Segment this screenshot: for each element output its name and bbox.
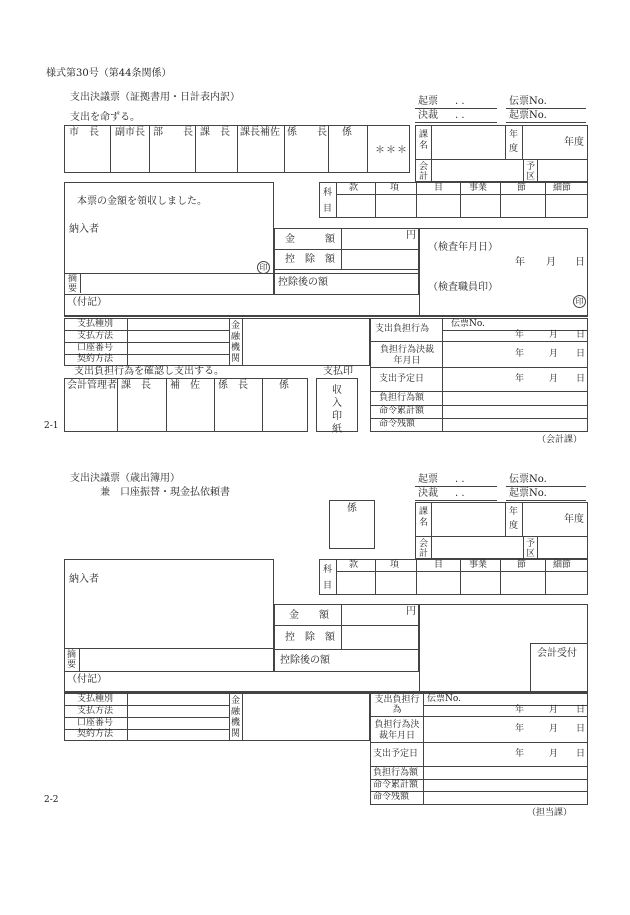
seal-mark: 印 [257, 261, 270, 274]
nendo-value: 年度 [564, 514, 584, 525]
accountant-label: 会計管理者 [67, 380, 117, 391]
kaikei-uketsuke-label: 会計受付 [537, 648, 577, 659]
year-label: 年 [515, 724, 525, 734]
day-label: 日 [576, 330, 586, 340]
approver-label: 部 長 [153, 127, 193, 138]
amount-box [274, 604, 419, 672]
payee-label: 納入者 [69, 574, 99, 585]
fuki-row [64, 295, 419, 316]
budget-col: 項 [390, 183, 400, 193]
year-label: 年 [515, 749, 525, 759]
payee-box [64, 559, 274, 672]
accountant-label: 係 長 [218, 380, 248, 391]
year-label: 年 [515, 257, 525, 268]
payment-method-table [64, 318, 230, 366]
form1-title: 支出決議票（証拠書用・日計表内訳） [70, 92, 240, 103]
fuki-label: （付記） [67, 297, 107, 308]
kinyu-kikan-label: 金融機関 [231, 696, 241, 739]
budget-col: 目 [434, 560, 444, 570]
yen-label: 円 [406, 606, 416, 617]
day-label: 日 [575, 257, 585, 268]
year-label: 年 [515, 705, 525, 715]
kinyu-kikan-label: 金融機関 [231, 321, 241, 364]
form-number: 様式第30号（第44条関係） [46, 68, 172, 79]
denpyo-no-label: 伝票No. [509, 474, 547, 485]
budget-col: 款 [349, 560, 359, 570]
yen-label: 円 [406, 230, 416, 241]
obligation-decision-date-label: 負担行為決裁年月日 [379, 345, 434, 366]
budget-col: 節 [517, 183, 527, 193]
approver-label: 係 [342, 127, 352, 138]
obligation-decision-date-label: 負担行為決裁年月日 [374, 720, 420, 741]
kakari-label: 係 [347, 503, 357, 514]
side-code: 2-1 [44, 421, 59, 431]
budget-code-table [319, 182, 588, 218]
budget-col: 事業 [469, 560, 488, 570]
payment-due-date-label: 支出予定日 [379, 374, 425, 384]
kamoku-label: 科目 [323, 565, 333, 591]
shunyu-inshi-label: 収入印紙 [332, 385, 342, 435]
kakari-stamp-box [329, 500, 375, 549]
approver-label: 副市長 [115, 127, 145, 138]
payment-row-label: 支払種別 [77, 694, 114, 704]
receipt-text: 本票の金額を領収しました。 [77, 196, 207, 207]
order-text: 支出を命ずる。 [70, 112, 140, 123]
obligation-label: 支出負担行為 [374, 695, 420, 715]
tekiyo-row [64, 273, 274, 295]
kamei-label: 課名 [419, 507, 429, 528]
denpyo-no2-label: 伝票No. [451, 319, 485, 329]
kessai-date: . . [455, 488, 465, 499]
payment-row-label: 口座番号 [77, 343, 114, 353]
inspector-seal-mark: 印 [573, 295, 586, 308]
payment-row-label: 契約方法 [77, 354, 114, 364]
budget-col: 項 [390, 560, 400, 570]
obligation-table [370, 318, 588, 432]
deduction-label: 控 除 額 [285, 254, 335, 265]
kamei-label: 課名 [419, 130, 429, 151]
form2-subtitle: 兼 口座振替・現金払依頼書 [100, 487, 230, 498]
payee-label: 納入者 [69, 224, 99, 235]
denpyo-no2-label: 伝票No. [427, 694, 461, 704]
kihyo-date: . . [455, 96, 465, 107]
side-code: 2-2 [44, 795, 59, 805]
accountant-label: 補 佐 [170, 380, 200, 391]
kamoku-label: 科目 [323, 188, 333, 214]
payment-row-label: 口座番号 [77, 718, 114, 728]
payment-due-date-label: 支出予定日 [373, 749, 419, 759]
yoku-label: 予区 [526, 162, 536, 182]
year-label: 年 [515, 374, 525, 384]
year-label: 年 [515, 330, 525, 340]
payment-row-label: 支払種別 [77, 319, 114, 329]
day-label: 日 [576, 705, 586, 715]
fuki-label: （付記） [67, 674, 107, 685]
stars-mark: ＊＊＊ [375, 145, 408, 156]
kessai-label: 決裁 [418, 110, 438, 121]
approver-label: 市 長 [69, 127, 99, 138]
confirm-text: 支出負担行為を確認し支出する。 [74, 366, 224, 377]
month-label: 月 [549, 349, 559, 359]
kinyu-kikan-box [230, 693, 370, 741]
payment-method-table [64, 693, 230, 741]
day-label: 日 [576, 349, 586, 359]
budget-col: 款 [349, 183, 359, 193]
budget-col: 細節 [553, 183, 572, 193]
kaikei-label: 会計 [419, 162, 429, 182]
order-cumulative-label: 命令累計額 [379, 406, 425, 416]
budget-col: 目 [434, 183, 444, 193]
nendo-label: 年度 [509, 130, 519, 154]
amount-box [274, 228, 419, 295]
yoku-label: 予区 [526, 539, 536, 559]
net-amount-label: 控除後の額 [278, 277, 328, 288]
month-label: 月 [549, 749, 559, 759]
obligation-amount-label: 負担行為額 [373, 768, 419, 778]
month-label: 月 [549, 724, 559, 734]
year-label: 年 [515, 349, 525, 359]
kihyo-no-label: 起票No. [509, 488, 547, 499]
amount-label: 金 額 [289, 610, 329, 621]
approver-label: 係 長 [287, 127, 327, 138]
payment-row-label: 契約方法 [77, 729, 114, 739]
payment-row-label: 支払方法 [77, 331, 114, 341]
month-label: 月 [549, 374, 559, 384]
kamei-nendo-box [415, 125, 588, 182]
order-cumulative-label: 命令累計額 [373, 780, 419, 790]
amount-label: 金 額 [285, 234, 335, 245]
obligation-amount-label: 負担行為額 [379, 393, 425, 403]
kinyu-kikan-box [230, 318, 370, 366]
kessai-label: 決裁 [418, 488, 438, 499]
dept-label: （会計課） [537, 435, 583, 445]
revenue-stamp-box [316, 378, 358, 435]
form2-title: 支出決議票（歳出簿用） [70, 473, 180, 484]
budget-col: 細節 [553, 560, 572, 570]
denpyo-no-label: 伝票No. [509, 96, 547, 107]
kaikei-label: 会計 [419, 539, 429, 559]
budget-col: 事業 [469, 183, 488, 193]
month-label: 月 [549, 330, 559, 340]
approver-stamp-grid [64, 125, 410, 173]
day-label: 日 [576, 749, 586, 759]
month-label: 月 [549, 705, 559, 715]
nendo-value: 年度 [564, 137, 584, 148]
kamei-nendo-box [415, 502, 588, 559]
inspection-box [419, 228, 588, 316]
accountant-label: 係 [279, 380, 289, 391]
budget-code-table [319, 559, 588, 595]
approver-label: 課長補佐 [240, 127, 280, 138]
order-balance-label: 命令残額 [373, 792, 410, 802]
tekiyo-label: 摘要 [67, 650, 77, 670]
kihyo-label: 起票 [418, 474, 438, 485]
kessai-date: . . [455, 110, 465, 121]
inspection-date-label: （検査年月日） [428, 242, 498, 253]
approver-label: 課 長 [200, 127, 230, 138]
net-amount-label: 控除後の額 [280, 655, 330, 666]
day-label: 日 [576, 374, 586, 384]
payment-row-label: 支払方法 [77, 706, 114, 716]
inspector-seal-label: （検査職員印） [428, 282, 498, 293]
kihyo-date: . . [455, 474, 465, 485]
accounting-receipt-box [419, 604, 588, 692]
obligation-label: 支出負担行為 [375, 324, 430, 334]
accountant-label: 課 長 [121, 380, 151, 391]
shiharai-in-label: 支払印 [323, 366, 353, 377]
kihyo-label: 起票 [418, 96, 438, 107]
nendo-label: 年度 [509, 507, 519, 531]
budget-col: 節 [517, 560, 527, 570]
day-label: 日 [576, 724, 586, 734]
month-label: 月 [546, 257, 556, 268]
kihyo-no-label: 起票No. [509, 110, 547, 121]
deduction-label: 控 除 額 [285, 632, 335, 643]
dept-label: （担当課） [527, 808, 573, 818]
fuki-row [64, 672, 419, 692]
order-balance-label: 命令残額 [379, 419, 416, 429]
obligation-table [370, 693, 588, 805]
tekiyo-label: 摘要 [68, 274, 78, 294]
accountant-stamp-grid [64, 378, 308, 432]
